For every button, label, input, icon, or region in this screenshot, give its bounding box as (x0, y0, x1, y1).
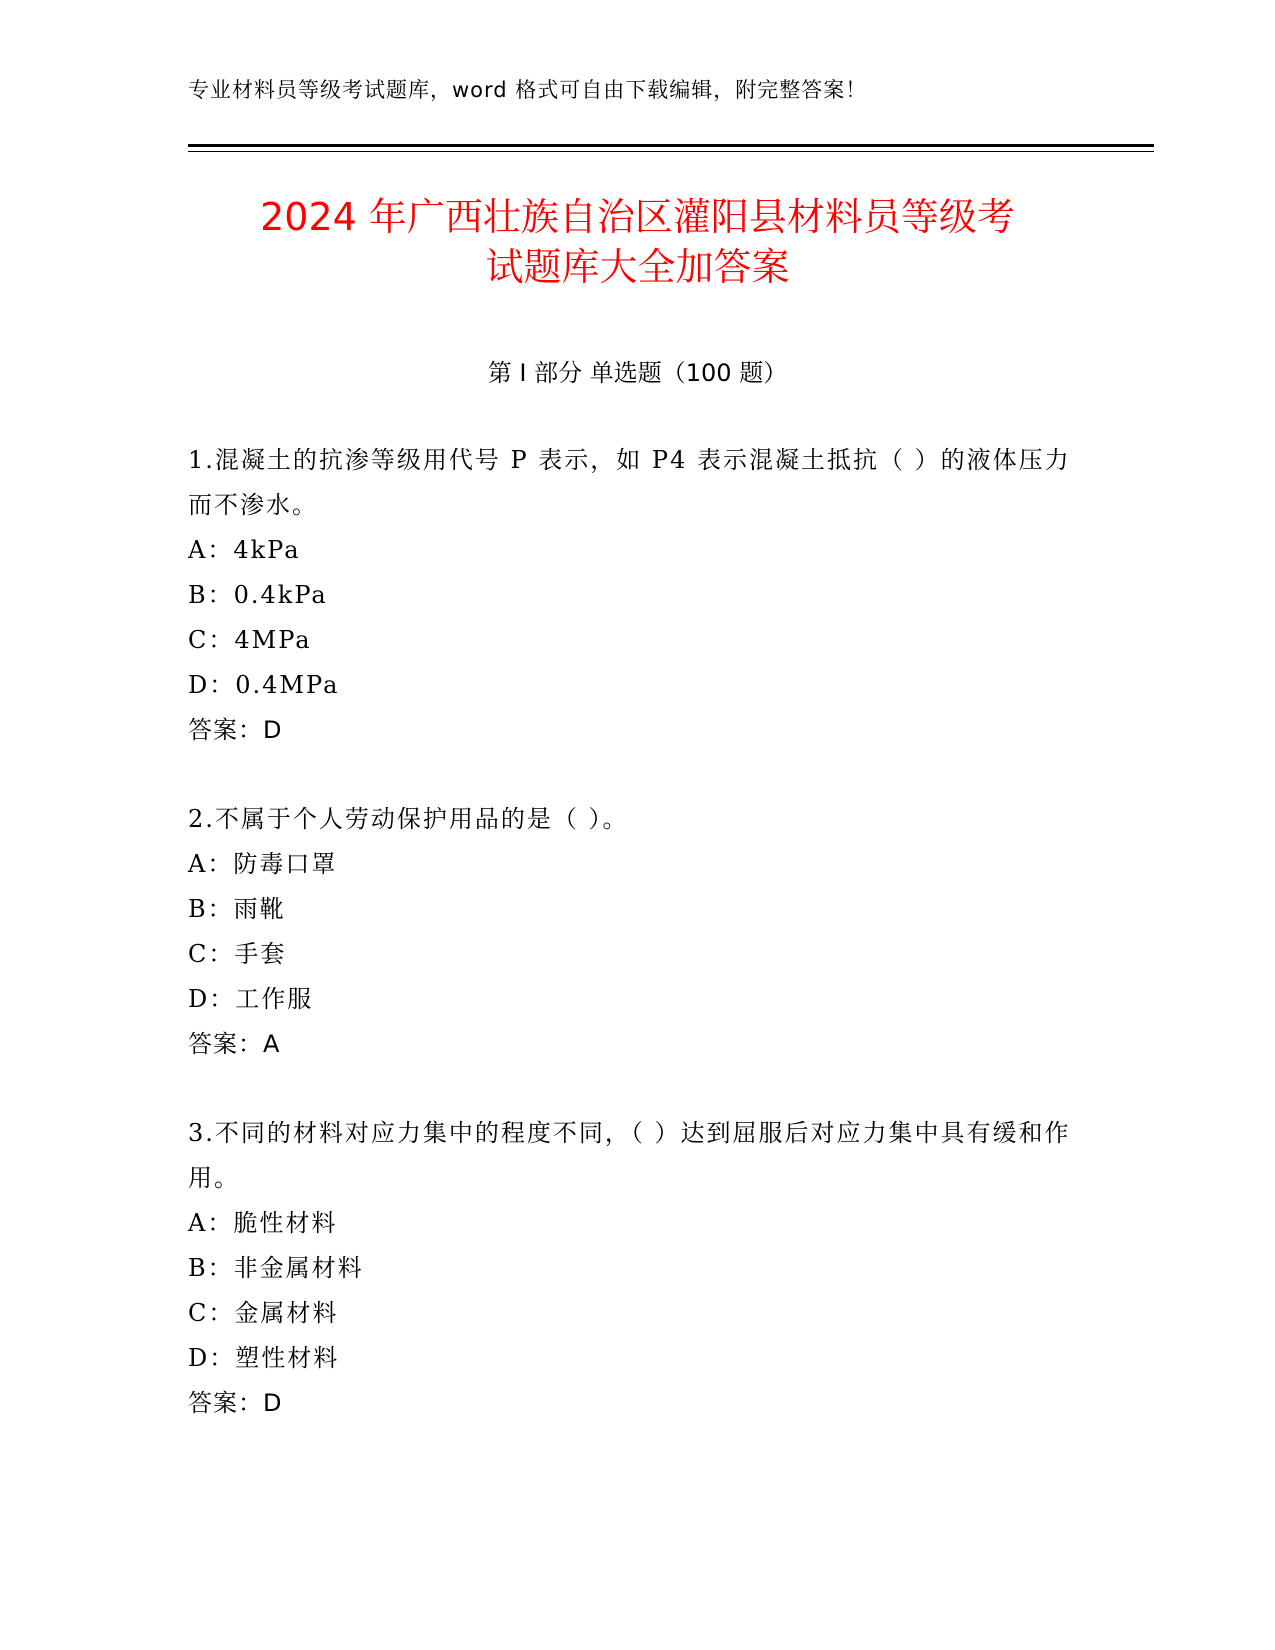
question-text: 2.不属于个人劳动保护用品的是（ ）。 (188, 805, 629, 833)
header-rule-thin (188, 151, 1154, 152)
header-note: 专业材料员等级考试题库，word 格式可自由下载编辑，附完整答案！ (188, 78, 868, 102)
option-c: C：手套 (188, 940, 287, 968)
option-a: A：防毒口罩 (188, 850, 338, 878)
option-a: A：脆性材料 (188, 1209, 338, 1237)
answer: 答案：D (188, 1389, 283, 1417)
option-d: D：工作服 (188, 985, 314, 1013)
section-heading: 第 I 部分 单选题（100 题） (487, 359, 788, 387)
option-d: D：塑性材料 (188, 1344, 340, 1372)
question-2 (188, 797, 1078, 1067)
answer: 答案：A (188, 1030, 281, 1058)
document-title (150, 192, 1125, 292)
question-1 (188, 438, 1078, 753)
option-b: B：0.4kPa (188, 581, 328, 609)
option-c: C：金属材料 (188, 1299, 339, 1327)
question-text: 1.混凝土的抗渗等级用代号 P 表示，如 P4 表示混凝土抵抗（ ）的液体压力而不渗水。 (188, 446, 1071, 519)
answer: 答案：D (188, 716, 283, 744)
title-line-1: 2024 年广西壮族自治区灌阳县材料员等级考 (260, 195, 1015, 239)
option-b: B：雨靴 (188, 895, 286, 923)
option-c: C：4MPa (188, 626, 312, 654)
option-d: D：0.4MPa (188, 671, 340, 699)
header-rule-thick (188, 144, 1154, 147)
question-list (188, 438, 1078, 1470)
option-a: A：4kPa (188, 536, 301, 564)
question-text: 3.不同的材料对应力集中的程度不同，（ ）达到屈服后对应力集中具有缓和作用。 (188, 1119, 1071, 1192)
option-b: B：非金属材料 (188, 1254, 364, 1282)
title-line-2: 试题库大全加答案 (485, 245, 790, 289)
question-3 (188, 1111, 1078, 1426)
